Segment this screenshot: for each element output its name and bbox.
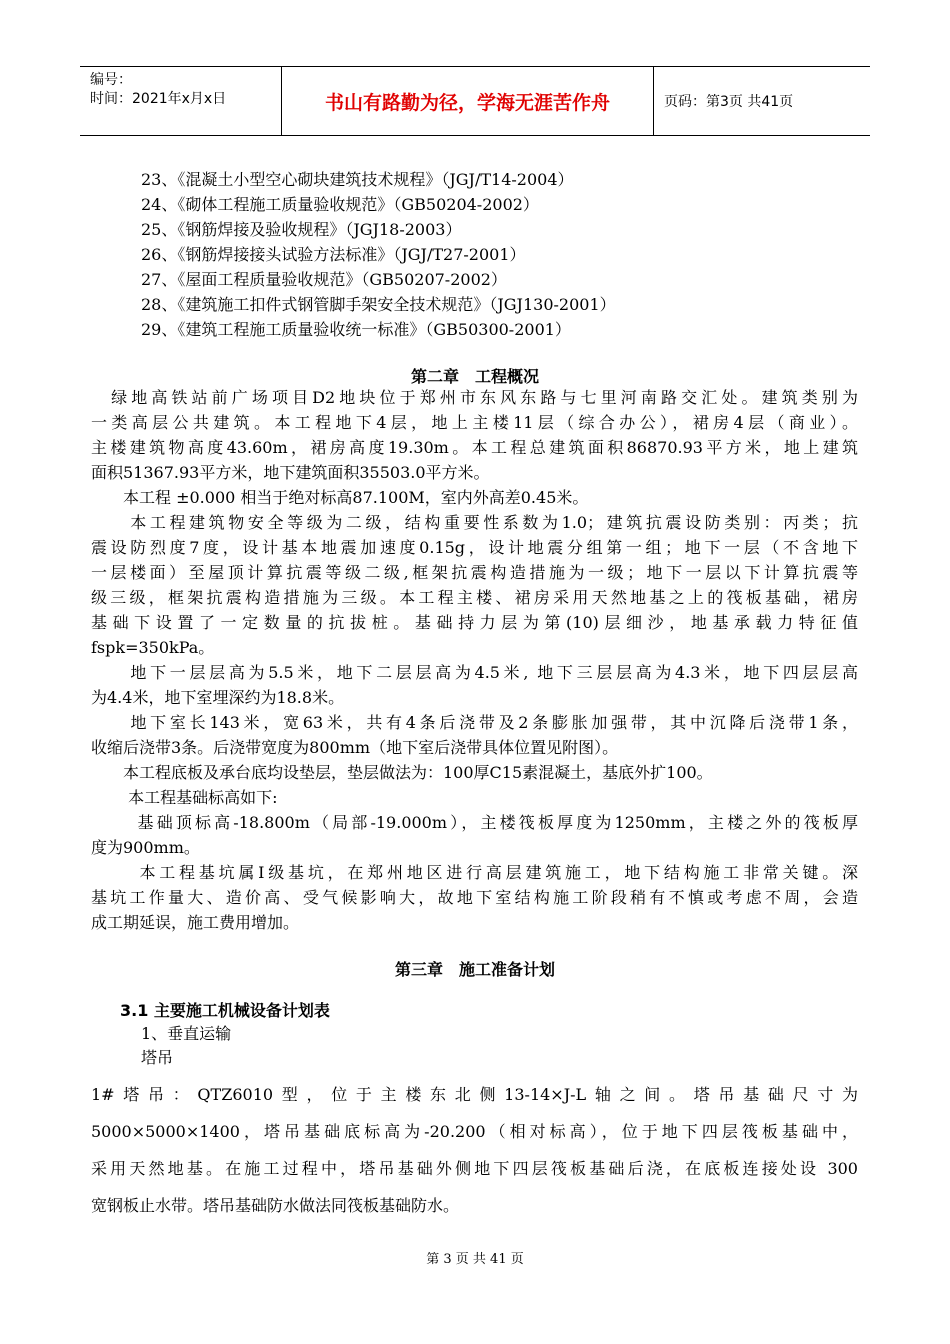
body-line: 本工程建筑物安全等级为二级，结构重要性系数为1.0；建筑抗震设防类别：丙类；抗 xyxy=(91,513,858,532)
body-line: 成工期延误，施工费用增加。 xyxy=(91,913,300,932)
page-footer: 第 3 页 共 41 页 xyxy=(426,1252,524,1267)
body-line: 宽钢板止水带。塔吊基础防水做法同筏板基础防水。 xyxy=(91,1196,460,1215)
reference-item: 25、《钢筋焊接及验收规程》（JGJ18-2003） xyxy=(141,220,462,239)
body-line: 基础下设置了一定数量的抗拔桩。基础持力层为第(10)层细沙，地基承载力特征值 xyxy=(91,613,858,632)
body-line: 度为900mm。 xyxy=(91,838,200,857)
body-line: 本工程基础标高如下: xyxy=(91,788,278,807)
body-line: 本工程基坑属Ⅰ级基坑，在郑州地区进行高层建筑施工，地下结构施工非常关键。深 xyxy=(91,863,858,882)
body-line: 1#塔吊：QTZ6010型，位于主楼东北侧13-14×J-L轴之间。塔吊基础尺寸为 xyxy=(91,1085,858,1104)
reference-item: 28、《建筑施工扣件式钢管脚手架安全技术规范》（JGJ130-2001） xyxy=(141,295,616,314)
body-line: 面积51367.93平方米，地下建筑面积35503.0平方米。 xyxy=(91,463,490,482)
reference-item: 29、《建筑工程施工质量验收统一标准》（GB50300-2001） xyxy=(141,320,571,339)
body-line: fspk=350kPa。 xyxy=(91,638,215,657)
chapter-2-title: 第二章 工程概况 xyxy=(410,367,539,386)
subsection-tower-crane: 塔吊 xyxy=(141,1048,174,1067)
body-line: 收缩后浇带3条。后浇带宽度为800mm（地下室后浇带具体位置见附图）。 xyxy=(91,738,619,757)
reference-item: 26、《钢筋焊接接头试验方法标准》（JGJ/T27-2001） xyxy=(141,245,526,264)
body-line: 级三级，框架抗震构造措施为三级。本工程主楼、裙房采用天然地基之上的筏板基础，裙房 xyxy=(91,588,858,607)
body-line: 地下一层层高为5.5米，地下二层层高为4.5米, 地下三层层高为4.3米，地下四层层高 xyxy=(91,663,858,682)
body-line: 采用天然地基。在施工过程中，塔吊基础外侧地下四层筏板基础后浇，在底板连接处设 300 xyxy=(91,1159,858,1178)
header-number: 编号： xyxy=(90,72,132,88)
reference-item: 23、《混凝土小型空心砌块建筑技术规程》（JGJ/T14-2004） xyxy=(141,170,574,189)
body-line: 一层楼面）至屋顶计算抗震等级二级,框架抗震构造措施为一级；地下一层以下计算抗震等 xyxy=(91,563,858,582)
body-line: 震设防烈度7度，设计基本地震加速度0.15g，设计地震分组第一组；地下一层（不含地下 xyxy=(91,538,858,557)
body-line: 为4.4米，地下室埋深约为18.8米。 xyxy=(91,688,345,707)
header-time: 时间：2021年x月x日 xyxy=(90,91,227,107)
body-line: 地下室长143米，宽63米，共有4条后浇带及2条膨胀加强带，其中沉降后浇带1条， xyxy=(91,713,858,732)
body-line: 5000×5000×1400，塔吊基础底标高为-20.200（相对标高），位于地下四层筏板基础中， xyxy=(91,1122,858,1141)
header-motto: 书山有路勤为径，学海无涯苦作舟 xyxy=(282,67,654,135)
section-3-1-title: 3.1 主要施工机械设备计划表 xyxy=(120,1001,330,1020)
subsection-vertical-transport: 1、垂直运输 xyxy=(141,1024,232,1043)
body-line: 基础顶标高-18.800m（局部-19.000m），主楼筏板厚度为1250mm，主楼之外的筏板厚 xyxy=(91,813,858,832)
body-line: 基坑工作量大、造价高、受气候影响大，故地下室结构施工阶段稍有不慎或考虑不周，会造 xyxy=(91,888,858,907)
chapter-3-title: 第三章 施工准备计划 xyxy=(394,960,555,979)
body-line: 绿地高铁站前广场项目D2地块位于郑州市东风东路与七里河南路交汇处。建筑类别为 xyxy=(91,388,858,407)
body-line: 主楼建筑物高度43.60m，裙房高度19.30m。本工程总建筑面积86870.93平方米，地上建筑 xyxy=(91,438,858,457)
reference-item: 27、《屋面工程质量验收规范》（GB50207-2002） xyxy=(141,270,507,289)
body-line: 本工程底板及承台底均设垫层，垫层做法为：100厚C15素混凝土，基底外扩100。 xyxy=(91,763,713,782)
reference-item: 24、《砌体工程施工质量验收规范》（GB50204-2002） xyxy=(141,195,539,214)
header-page-info: 页码：第3页 共41页 xyxy=(664,94,794,110)
header-meta xyxy=(80,67,282,135)
page-header xyxy=(80,66,870,136)
body-line: 本工程 ±0.000 相当于绝对标高87.100M，室内外高差0.45米。 xyxy=(91,488,589,507)
body-line: 一类高层公共建筑。本工程地下4层，地上主楼11层（综合办公），裙房4层（商业）。 xyxy=(91,413,858,432)
